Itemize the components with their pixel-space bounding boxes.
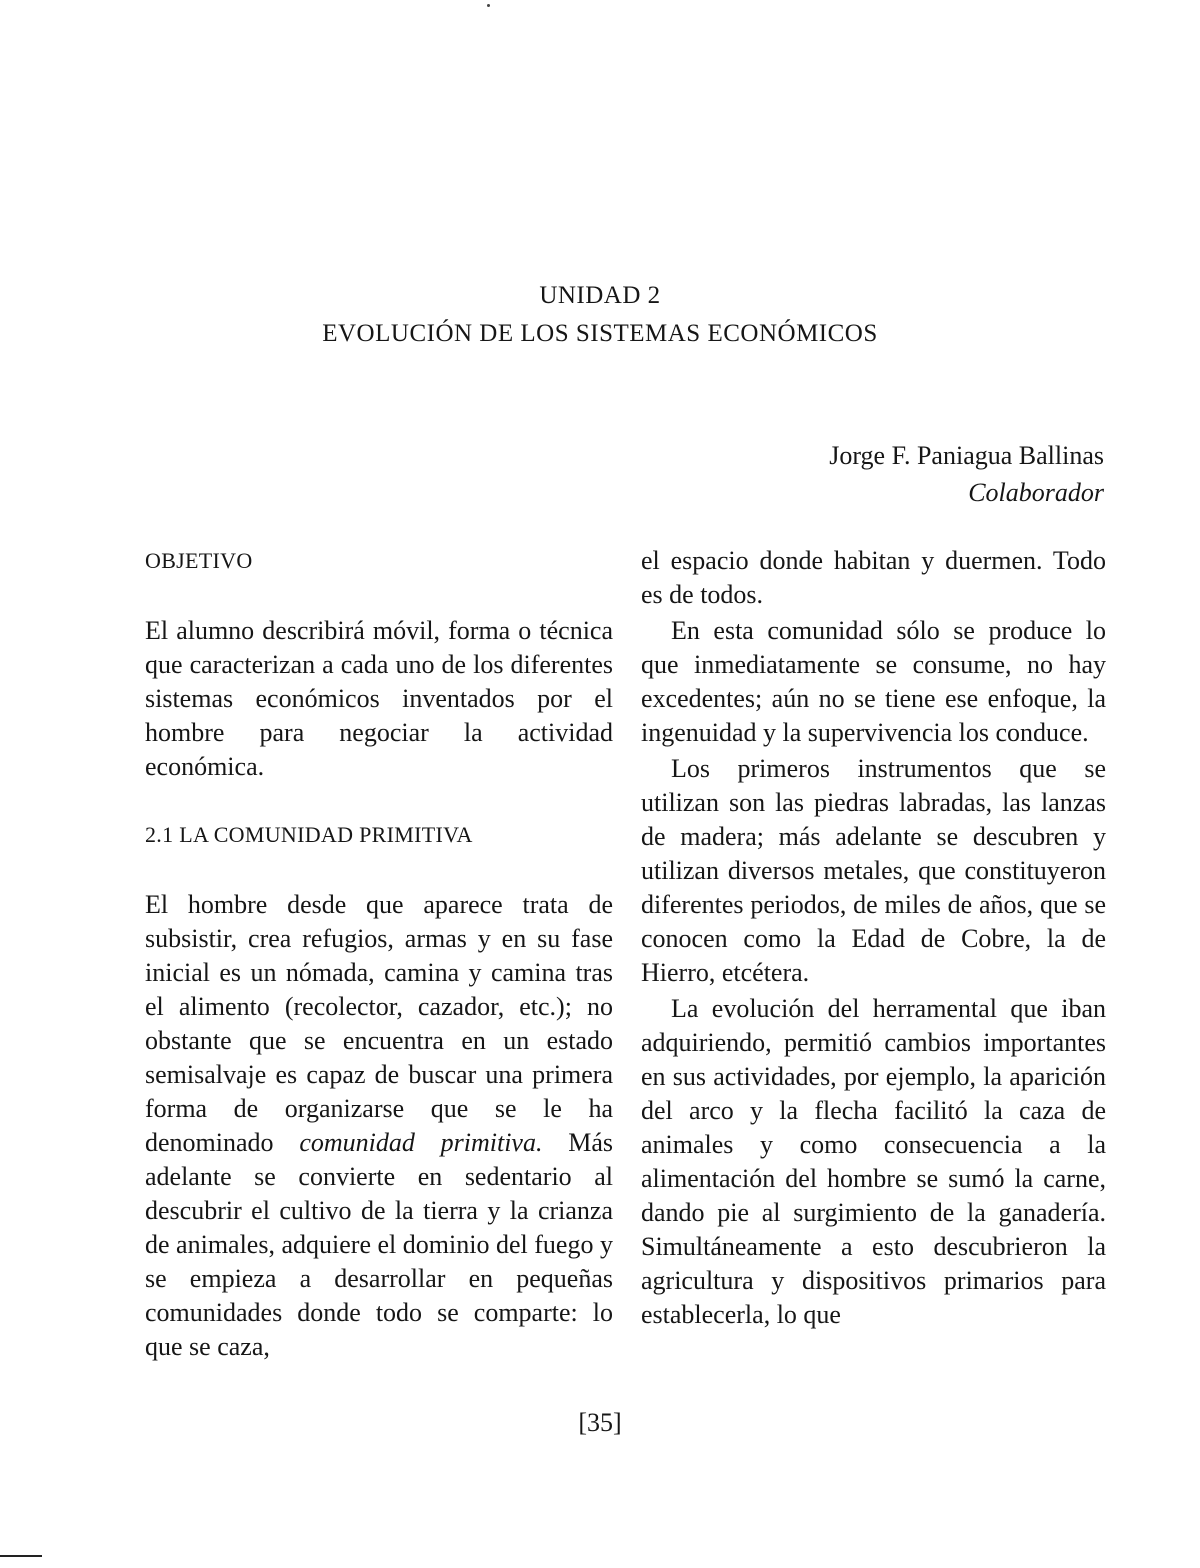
stray-mark	[487, 4, 490, 7]
right-paragraph-3: Los primeros instrumentos que se utilizan son las piedras labradas, las lanzas de madera; más adelante se descubren y utilizan diversos metales, que constituyeron diferentes periodos, de miles de años, que se conocen como la Edad de Cobre, la de Hierro, etcétera.	[641, 754, 1106, 987]
right-paragraph-1: el espacio donde habitan y duermen. Todo es de todos.	[641, 546, 1106, 609]
section-text-end: Más adelante se convierte en sedentario al descubrir el cultivo de la tierra y la crianza de animales, adquiere el dominio del fuego y se empieza a desarrollar en pequeñas comunidades donde todo se comparte: lo que se caza,	[145, 1128, 614, 1361]
chapter-title: EVOLUCIÓN DE LOS SISTEMAS ECONÓMICOS	[322, 320, 878, 347]
right-paragraph-4: La evolución del herramental que iban adquiriendo, permitió cambios importantes en sus actividades, por ejemplo, la aparición del arco y la flecha facilitó la caza de animales y como consecuencia a la alimentación del hombre se sumó la carne, dando pie al surgimiento de la ganadería. Simultáneamente a esto descubrieron la agricultura y dispositivos primarios para establecerla, lo que	[641, 994, 1106, 1329]
right-paragraph-2: En esta comunidad sólo se produce lo que inmediatamente se consume, no hay excedentes; aún no se tiene ese enfoque, la ingenuidad y la supervivencia los conduce.	[641, 616, 1106, 747]
section-paragraph	[145, 888, 613, 1364]
author-block	[829, 437, 1104, 511]
objective-heading: OBJETIVO	[145, 548, 253, 573]
section-text-italic: comunidad primitiva.	[299, 1128, 543, 1157]
right-column	[641, 544, 1106, 1332]
author-role: Colaborador	[968, 478, 1104, 507]
page-number: [35]	[578, 1408, 622, 1437]
left-column	[145, 544, 613, 1364]
objective-text: El alumno describirá móvil, forma o técnica que caracterizan a cada uno de los diferentes sistemas económicos inventados por el hombre para negociar la actividad económica.	[145, 616, 613, 781]
edge-mark	[0, 1555, 42, 1557]
section-text-start: El hombre desde que aparece trata de subsistir, crea refugios, armas y en su fase inicial es un nómada, camina y camina tras el alimento (recolector, cazador, etc.); no obstante que se encuentra en un estado semisalvaje es capaz de buscar una primera forma de organizarse que se le ha denominado	[145, 890, 613, 1157]
chapter-title-block	[0, 277, 1200, 353]
section-heading: 2.1 LA COMUNIDAD PRIMITIVA	[145, 822, 473, 847]
unit-label: UNIDAD 2	[539, 282, 661, 309]
author-name: Jorge F. Paniagua Ballinas	[829, 441, 1104, 470]
